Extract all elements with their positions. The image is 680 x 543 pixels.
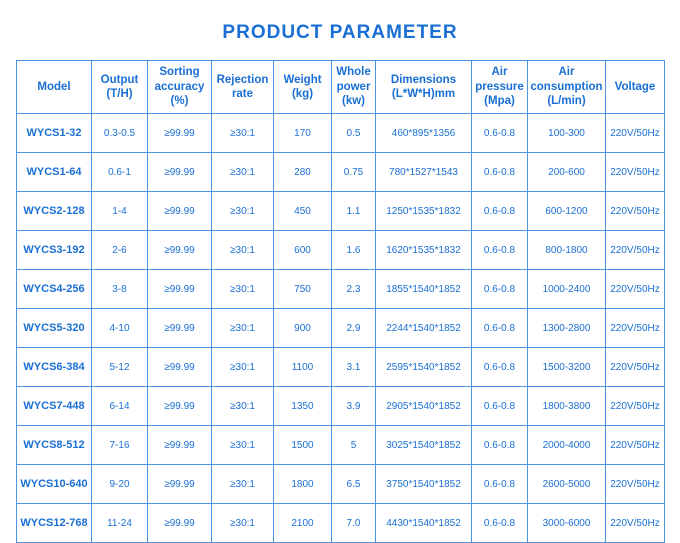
table-cell: ≥30:1 (212, 114, 274, 153)
table-cell: 220V/50Hz (606, 465, 665, 504)
table-cell: 1-4 (92, 192, 148, 231)
table-cell: ≥99.99 (148, 504, 212, 543)
table-row (17, 387, 665, 426)
column-header-line: (kg) (291, 88, 314, 100)
table-row (17, 114, 665, 153)
table-cell: 2.9 (332, 309, 376, 348)
table-cell: 0.6-0.8 (472, 387, 528, 426)
table-cell: 1300-2800 (528, 309, 606, 348)
model-cell: WYCS7-448 (17, 387, 92, 426)
table-cell: 0.6-0.8 (472, 348, 528, 387)
table-cell: 800-1800 (528, 231, 606, 270)
table-cell: ≥30:1 (212, 465, 274, 504)
table-cell: 600-1200 (528, 192, 606, 231)
table-cell: ≥99.99 (148, 231, 212, 270)
table-cell: 2100 (274, 504, 332, 543)
model-cell: WYCS4-256 (17, 270, 92, 309)
column-header-line: (Mpa) (484, 95, 515, 108)
table-row (17, 270, 665, 309)
table-cell: 460*895*1356 (376, 114, 472, 153)
table-cell: 220V/50Hz (606, 270, 665, 309)
table-cell: ≥99.99 (148, 270, 212, 309)
column-header (332, 61, 376, 114)
table-cell: 1500-3200 (528, 348, 606, 387)
table-cell: ≥30:1 (212, 270, 274, 309)
table-cell: 2595*1540*1852 (376, 348, 472, 387)
column-header-line: Weight (283, 73, 322, 86)
table-cell: 220V/50Hz (606, 387, 665, 426)
column-header-line: (T/H) (106, 88, 133, 100)
table-cell: ≥30:1 (212, 192, 274, 231)
table-cell: 1350 (274, 387, 332, 426)
table-cell: ≥30:1 (212, 153, 274, 192)
table-cell: 0.5 (332, 114, 376, 153)
table-body (17, 114, 665, 543)
table-cell: 2000-4000 (528, 426, 606, 465)
table-cell: 2-6 (92, 231, 148, 270)
table-row (17, 504, 665, 543)
table-row (17, 192, 665, 231)
column-header-line: Whole (336, 66, 371, 79)
table-cell: 0.6-0.8 (472, 465, 528, 504)
table-cell: ≥99.99 (148, 465, 212, 504)
table-cell: 3.9 (332, 387, 376, 426)
table-cell: 3750*1540*1852 (376, 465, 472, 504)
table-cell: 0.6-0.8 (472, 192, 528, 231)
model-cell: WYCS8-512 (17, 426, 92, 465)
table-cell: 1000-2400 (528, 270, 606, 309)
model-cell: WYCS2-128 (17, 192, 92, 231)
table-cell: 900 (274, 309, 332, 348)
table-cell: 220V/50Hz (606, 426, 665, 465)
product-parameter-table (16, 60, 665, 543)
table-cell: 7-16 (92, 426, 148, 465)
table-row (17, 426, 665, 465)
column-header-line: Sorting (159, 66, 200, 79)
table-cell: 5 (332, 426, 376, 465)
table-row (17, 231, 665, 270)
table-cell: 200-600 (528, 153, 606, 192)
table-cell: 280 (274, 153, 332, 192)
table-cell: ≥30:1 (212, 426, 274, 465)
column-header-line: (L/min) (547, 95, 586, 108)
table-cell: 0.6-0.8 (472, 426, 528, 465)
table-cell: 0.6-0.8 (472, 231, 528, 270)
table-row (17, 348, 665, 387)
model-cell: WYCS6-384 (17, 348, 92, 387)
column-header-line: rate (231, 88, 254, 100)
table-cell: 220V/50Hz (606, 114, 665, 153)
table-cell: 5-12 (92, 348, 148, 387)
table-cell: 6.5 (332, 465, 376, 504)
table-cell: 0.6-0.8 (472, 270, 528, 309)
column-header (376, 61, 472, 114)
table-cell: 600 (274, 231, 332, 270)
column-header (528, 61, 606, 114)
table-cell: ≥30:1 (212, 348, 274, 387)
table-header (17, 61, 665, 114)
column-header-line: (L*W*H)mm (391, 88, 456, 100)
table-header-row (17, 61, 665, 114)
column-header-line: consumption (530, 80, 603, 93)
table-cell: 0.6-0.8 (472, 309, 528, 348)
table-cell: 1500 (274, 426, 332, 465)
model-cell: WYCS10-640 (17, 465, 92, 504)
table-cell: 6-14 (92, 387, 148, 426)
table-cell: ≥99.99 (148, 348, 212, 387)
table-cell: 0.6-0.8 (472, 153, 528, 192)
table-cell: ≥99.99 (148, 192, 212, 231)
column-header-line: power (336, 80, 371, 93)
table-cell: 0.6-0.8 (472, 114, 528, 153)
table-cell: 3025*1540*1852 (376, 426, 472, 465)
table-cell: 4-10 (92, 309, 148, 348)
table-cell: 11-24 (92, 504, 148, 543)
column-header-line: Air (558, 66, 575, 79)
parameter-table-wrapper (0, 60, 680, 543)
column-header-line: accuracy (154, 80, 205, 93)
table-row (17, 465, 665, 504)
model-cell: WYCS1-32 (17, 114, 92, 153)
column-header (472, 61, 528, 114)
table-cell: 0.75 (332, 153, 376, 192)
column-header (148, 61, 212, 114)
table-cell: 0.6-1 (92, 153, 148, 192)
column-header (17, 61, 92, 114)
table-cell: 1100 (274, 348, 332, 387)
table-cell: 220V/50Hz (606, 348, 665, 387)
table-cell: ≥30:1 (212, 309, 274, 348)
table-cell: ≥99.99 (148, 387, 212, 426)
table-cell: 220V/50Hz (606, 231, 665, 270)
table-cell: ≥30:1 (212, 231, 274, 270)
table-cell: 1800-3800 (528, 387, 606, 426)
table-cell: ≥99.99 (148, 153, 212, 192)
model-cell: WYCS12-768 (17, 504, 92, 543)
table-cell: ≥30:1 (212, 504, 274, 543)
table-cell: ≥30:1 (212, 387, 274, 426)
table-cell: 100-300 (528, 114, 606, 153)
table-cell: 1.1 (332, 192, 376, 231)
table-cell: 2600-5000 (528, 465, 606, 504)
table-row (17, 153, 665, 192)
column-header (274, 61, 332, 114)
table-cell: ≥99.99 (148, 114, 212, 153)
table-cell: 0.6-0.8 (472, 504, 528, 543)
table-cell: 3-8 (92, 270, 148, 309)
column-header-line: (kw) (342, 95, 365, 108)
table-cell: ≥99.99 (148, 309, 212, 348)
table-cell: 1.6 (332, 231, 376, 270)
column-header-line: Voltage (614, 80, 656, 93)
table-cell: 1800 (274, 465, 332, 504)
model-cell: WYCS5-320 (17, 309, 92, 348)
column-header (212, 61, 274, 114)
table-cell: 0.3-0.5 (92, 114, 148, 153)
column-header-line: Rejection (216, 73, 269, 86)
model-cell: WYCS3-192 (17, 231, 92, 270)
table-cell: 780*1527*1543 (376, 153, 472, 192)
column-header-line: (%) (170, 95, 189, 108)
table-row (17, 309, 665, 348)
table-cell: 4430*1540*1852 (376, 504, 472, 543)
table-cell: ≥99.99 (148, 426, 212, 465)
table-cell: 450 (274, 192, 332, 231)
column-header-line: Output (100, 73, 139, 86)
table-cell: 220V/50Hz (606, 153, 665, 192)
table-cell: 1855*1540*1852 (376, 270, 472, 309)
column-header-line: Air (491, 66, 508, 79)
column-header (92, 61, 148, 114)
column-header-line: Model (37, 80, 71, 93)
table-cell: 220V/50Hz (606, 504, 665, 543)
table-cell: 1250*1535*1832 (376, 192, 472, 231)
table-cell: 7.0 (332, 504, 376, 543)
column-header (606, 61, 665, 114)
table-cell: 3000-6000 (528, 504, 606, 543)
column-header-line: pressure (475, 80, 524, 93)
table-cell: 2244*1540*1852 (376, 309, 472, 348)
table-cell: 3.1 (332, 348, 376, 387)
table-cell: 9-20 (92, 465, 148, 504)
table-cell: 750 (274, 270, 332, 309)
table-cell: 2.3 (332, 270, 376, 309)
table-cell: 220V/50Hz (606, 192, 665, 231)
table-cell: 170 (274, 114, 332, 153)
column-header-line: Dimensions (390, 73, 457, 86)
table-cell: 220V/50Hz (606, 309, 665, 348)
model-cell: WYCS1-64 (17, 153, 92, 192)
page-title: PRODUCT PARAMETER (222, 22, 458, 43)
table-cell: 1620*1535*1832 (376, 231, 472, 270)
table-cell: 2905*1540*1852 (376, 387, 472, 426)
